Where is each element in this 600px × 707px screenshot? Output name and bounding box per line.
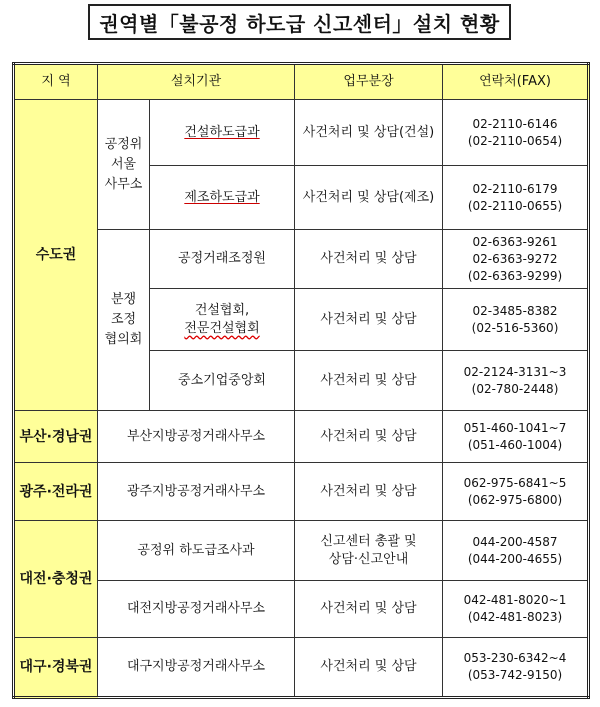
contact-cell: 053-230-6342~4 (053-742-9150) — [443, 638, 589, 698]
header-duty: 업무분장 — [295, 64, 443, 100]
table-row — [14, 521, 589, 581]
institution-cell: 부산지방공정거래사무소 — [98, 411, 295, 463]
duty-cell: 사건처리 및 상담 — [295, 411, 443, 463]
institution-cell: 공정거래조정원 — [150, 230, 295, 289]
table-row — [14, 411, 589, 463]
duty-cell: 사건처리 및 상담 — [295, 351, 443, 411]
contact-cell: 042-481-8020~1 (042-481-8023) — [443, 581, 589, 638]
header-region: 지 역 — [14, 64, 98, 100]
duty-cell: 사건처리 및 상담 — [295, 230, 443, 289]
institution-cell: 건설하도급과 — [150, 100, 295, 166]
institution-cell: 광주지방공정거래사무소 — [98, 463, 295, 521]
hotline-table — [12, 62, 590, 699]
contact-cell: 044-200-4587 (044-200-4655) — [443, 521, 589, 581]
table-row — [14, 100, 589, 166]
group-seoul-office: 공정위 서울 사무소 — [98, 100, 150, 230]
region-capital: 수도권 — [14, 100, 98, 411]
duty-cell: 사건처리 및 상담 — [295, 463, 443, 521]
institution-cell: 건설협회, 전문건설협회 — [150, 289, 295, 351]
contact-cell: 051-460-1041~7 (051-460-1004) — [443, 411, 589, 463]
institution-cell: 대전지방공정거래사무소 — [98, 581, 295, 638]
group-mediation: 분쟁 조정 협의회 — [98, 230, 150, 411]
duty-cell: 사건처리 및 상담(건설) — [295, 100, 443, 166]
region-busan: 부산·경남권 — [14, 411, 98, 463]
contact-cell: 02-2124-3131~3 (02-780-2448) — [443, 351, 589, 411]
contact-cell: 02-3485-8382 (02-516-5360) — [443, 289, 589, 351]
institution-cell: 중소기업중앙회 — [150, 351, 295, 411]
region-daegu: 대구·경북권 — [14, 638, 98, 698]
contact-cell: 062-975-6841~5 (062-975-6800) — [443, 463, 589, 521]
header-row — [14, 64, 589, 100]
contact-cell: 02-2110-6179 (02-2110-0655) — [443, 166, 589, 230]
table-row — [14, 230, 589, 289]
table-row — [14, 581, 589, 638]
region-daejeon: 대전·충청권 — [14, 521, 98, 638]
contact-cell: 02-2110-6146 (02-2110-0654) — [443, 100, 589, 166]
institution-cell: 대구지방공정거래사무소 — [98, 638, 295, 698]
institution-cell: 제조하도급과 — [150, 166, 295, 230]
table-row — [14, 638, 589, 698]
header-contact: 연락처(FAX) — [443, 64, 589, 100]
contact-cell: 02-6363-9261 02-6363-9272 (02-6363-9299) — [443, 230, 589, 289]
region-gwangju: 광주·전라권 — [14, 463, 98, 521]
table-row — [14, 463, 589, 521]
duty-cell: 사건처리 및 상담 — [295, 638, 443, 698]
institution-cell: 공정위 하도급조사과 — [98, 521, 295, 581]
duty-cell: 신고센터 총괄 및 상담·신고안내 — [295, 521, 443, 581]
duty-cell: 사건처리 및 상담 — [295, 581, 443, 638]
header-institution: 설치기관 — [98, 64, 295, 100]
page-title: 권역별「불공정 하도급 신고센터」설치 현황 — [88, 4, 511, 40]
duty-cell: 사건처리 및 상담(제조) — [295, 166, 443, 230]
duty-cell: 사건처리 및 상담 — [295, 289, 443, 351]
